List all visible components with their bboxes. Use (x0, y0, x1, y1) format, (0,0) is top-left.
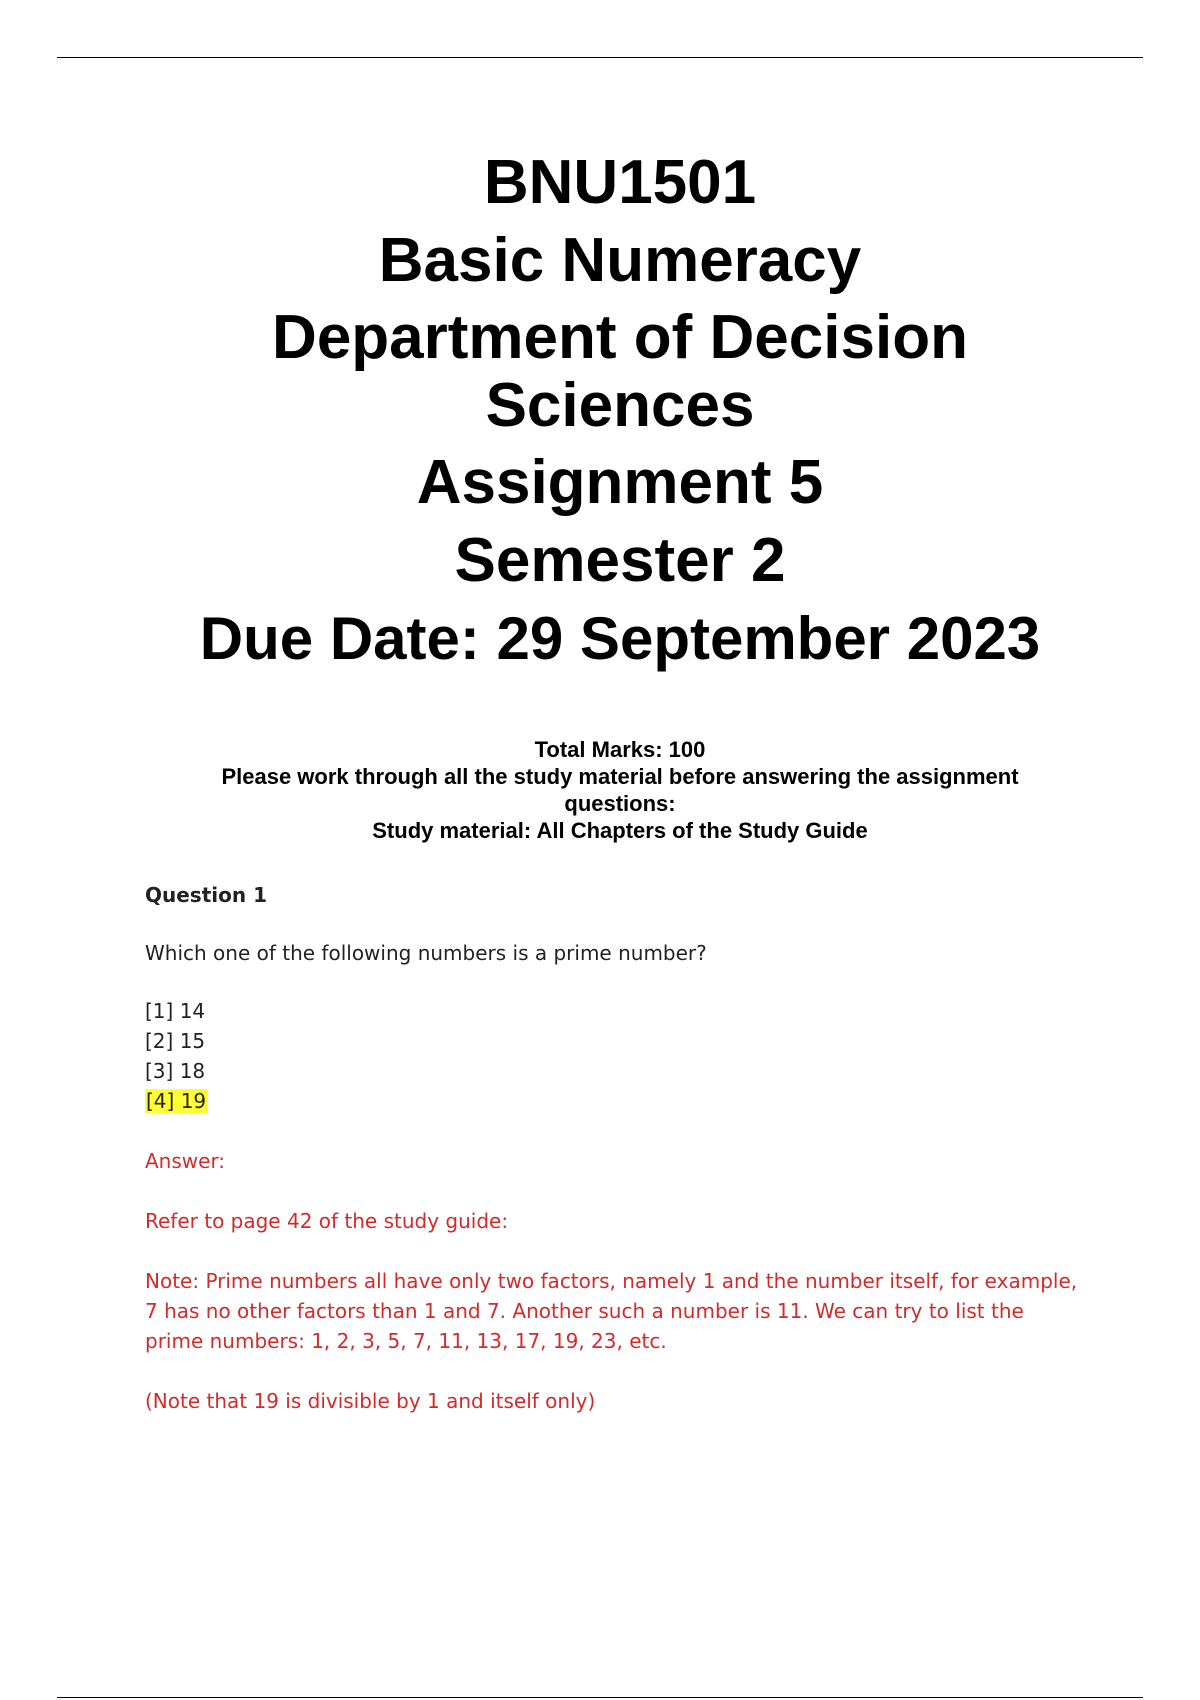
instruction-text: Please work through all the study material before answering the assignment questions: (221, 764, 1019, 816)
due-date: Due Date: 29 September 2023 (199, 605, 1041, 672)
answer-label: Answer: (145, 1149, 226, 1173)
semester: Semester 2 (454, 526, 786, 595)
note-divisible: (Note that 19 is divisible by 1 and itself only) (145, 1389, 596, 1413)
course-name: Basic Numeracy (378, 226, 862, 295)
highlighted-option: [4] 19 (146, 1089, 207, 1113)
option-1: [1] 14 (145, 999, 206, 1023)
assignment-number: Assignment 5 (416, 448, 824, 517)
bottom-rule (57, 1697, 1143, 1698)
reference-text: Refer to page 42 of the study guide: (145, 1209, 509, 1233)
top-rule (57, 57, 1143, 58)
study-material: Study material: All Chapters of the Study Guide (372, 818, 868, 843)
question-section (145, 880, 1085, 1416)
option-2: [2] 15 (145, 1029, 206, 1053)
options-list (145, 996, 1085, 1116)
document-title (0, 148, 1200, 682)
note-text: Note: Prime numbers all have only two factors, namely 1 and the number itself, for example, 7 has no other factors than 1 and 7. Another such a number is 11. We can try to list the prime numbers: 1, 2, 3, 5, 7, 11, 13, 17, 19, 23, etc. (145, 1269, 1078, 1353)
option-3: [3] 18 (145, 1059, 206, 1083)
option-4 (145, 1086, 1085, 1116)
assignment-info (170, 736, 1070, 844)
question-text: Which one of the following numbers is a prime number? (145, 941, 707, 965)
department-name: Department of Decision Sciences (272, 303, 968, 440)
question-heading: Question 1 (145, 883, 267, 907)
course-code: BNU1501 (483, 148, 757, 217)
total-marks: Total Marks: 100 (534, 737, 706, 762)
